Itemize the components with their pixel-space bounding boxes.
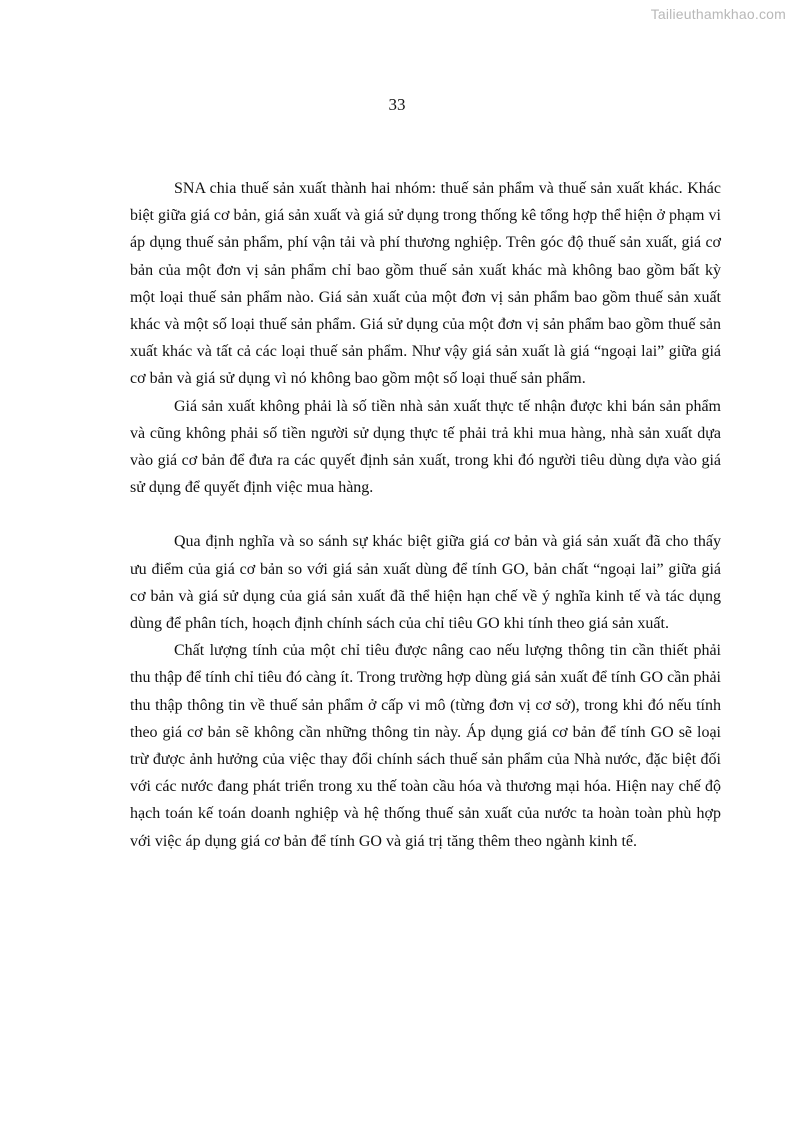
paragraph-1: SNA chia thuế sản xuất thành hai nhóm: thuế sản phẩm và thuế sản xuất khác. Khác biệt giữa giá cơ bản, giá sản xuất và giá sử dụng trong thống kê tổng hợp thể hiện ở phạm vi áp dụng thuế sản phẩm, phí vận tải và phí thương nghiệp. Trên góc độ thuế sản xuất, giá cơ bản của một đơn vị sản phẩm chỉ bao gồm thuế sản xuất khác mà không bao gồm bất kỳ một loại thuế sản phẩm nào. Giá sản xuất của một đơn vị sản phẩm bao gồm thuế sản xuất khác và một số loại thuế sản phẩm. Giá sử dụng của một đơn vị sản phẩm bao gồm thuế sản xuất khác và tất cả các loại thuế sản phẩm. Như vậy giá sản xuất là giá “ngoại lai” giữa giá cơ bản và giá sử dụng vì nó không bao gồm một số loại thuế sản phẩm.: [130, 180, 721, 388]
page-number: 33: [388, 95, 406, 114]
paragraph-2: Giá sản xuất không phải là số tiền nhà sản xuất thực tế nhận được khi bán sản phẩm và cũng không phải số tiền người sử dụng thực tế phải trả khi mua hàng, nhà sản xuất dựa vào giá cơ bản để đưa ra các quyết định sản xuất, trong khi đó người tiêu dùng dựa vào giá sử dụng để quyết định việc mua hàng.: [130, 397, 721, 497]
document-body: [130, 175, 721, 855]
watermark-text: Tailieuthamkhao.com: [650, 6, 786, 22]
paragraph-4: Chất lượng tính của một chỉ tiêu được nâng cao nếu lượng thông tin cần thiết phải thu thập để tính chỉ tiêu đó càng ít. Trong trường hợp dùng giá sản xuất để tính GO cần phải thu thập thông tin về thuế sản phẩm ở cấp vi mô (từng đơn vị cơ sở), trong khi đó nếu tính theo giá cơ bản sẽ không cần những thông tin này. Áp dụng giá cơ bản để tính GO sẽ loại trừ được ảnh hưởng của việc thay đổi chính sách thuế sản phẩm của Nhà nước, đặc biệt đối với các nước đang phát triển trong xu thế toàn cầu hóa và thương mại hóa. Hiện nay chế độ hạch toán kế toán doanh nghiệp và hệ thống thuế sản xuất của nước ta hoàn toàn phù hợp với việc áp dụng giá cơ bản để tính GO và giá trị tăng thêm theo ngành kinh tế.: [130, 642, 721, 850]
paragraph-spacer: [130, 501, 721, 528]
paragraph-3: Qua định nghĩa và so sánh sự khác biệt giữa giá cơ bản và giá sản xuất đã cho thấy ưu điểm của giá cơ bản so với giá sản xuất dùng để tính GO, bản chất “ngoại lai” giữa giá cơ bản và giá sử dụng của giá sản xuất đã thể hiện hạn chế về ý nghĩa kinh tế và tác dụng dùng để phân tích, hoạch định chính sách của chỉ tiêu GO khi tính theo giá sản xuất.: [130, 533, 721, 633]
